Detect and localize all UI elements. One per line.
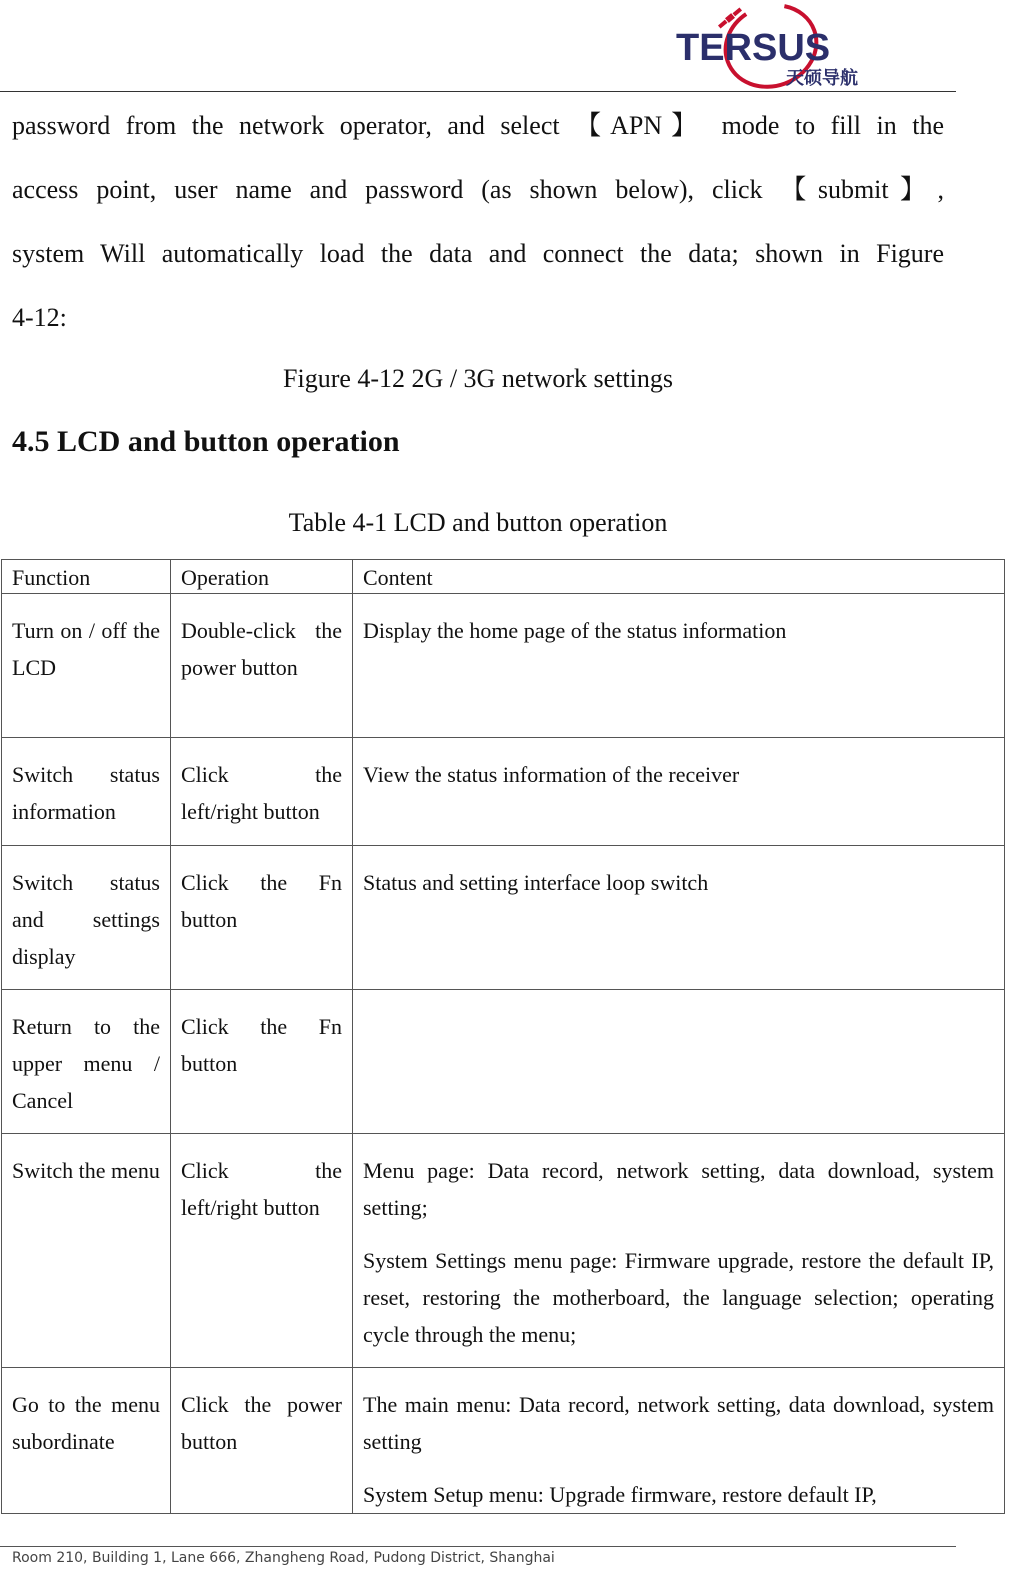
content-text: Menu page: Data record, network setting, data download, system setting; [363, 1158, 994, 1220]
tersus-logo [676, 2, 872, 90]
paragraph-line: system Will automatically load the data and connect the data; shown in Figure [12, 239, 944, 268]
operation-cell: Click the left/right button [171, 738, 353, 846]
table-caption: Table 4-1 LCD and button operation [288, 508, 668, 537]
content-text: System Setup menu: Upgrade firmware, restore default IP, [363, 1482, 877, 1507]
operation-cell: Double-click the power button [171, 594, 353, 738]
figure-caption: Figure 4-12 2G / 3G network settings [283, 364, 673, 393]
table-header-row [2, 560, 1005, 594]
function-cell: Switch status and settings display [2, 846, 171, 990]
content-cell [353, 738, 1005, 846]
table-row [2, 594, 1005, 738]
table-row [2, 1134, 1005, 1368]
content-text: The main menu: Data record, network setting, data download, system setting [363, 1392, 994, 1454]
body-paragraph [12, 94, 944, 350]
operation-cell: Click the power button [171, 1368, 353, 1514]
content-cell [353, 1368, 1005, 1514]
function-cell: Switch the menu [2, 1134, 171, 1368]
content-cell [353, 594, 1005, 738]
function-cell: Turn on / off the LCD [2, 594, 171, 738]
content-text: Display the home page of the status information [363, 618, 787, 643]
operation-cell: Click the Fn button [171, 990, 353, 1134]
function-cell: Go to the menu subordinate [2, 1368, 171, 1514]
header-divider [0, 91, 956, 92]
content-text: System Settings menu page: Firmware upgrade, restore the default IP, reset, restoring the motherboard, the language selection; operating cycle through the menu; [363, 1248, 994, 1347]
header-function: Function [2, 560, 171, 594]
content-cell [353, 1134, 1005, 1368]
table-row [2, 1368, 1005, 1514]
lcd-button-operation-table [1, 559, 1005, 1514]
logo-chinese-text: 天硕导航 [786, 68, 858, 89]
content-cell [353, 990, 1005, 1134]
content-cell [353, 846, 1005, 990]
paragraph-line: password from the network operator, and select 【APN】 mode to fill in the [12, 111, 944, 140]
table-row [2, 738, 1005, 846]
header-operation: Operation [171, 560, 353, 594]
function-cell: Switch status information [2, 738, 171, 846]
content-text: Status and setting interface loop switch [363, 870, 709, 895]
function-cell: Return to the upper menu / Cancel [2, 990, 171, 1134]
footer-address: Room 210, Building 1, Lane 666, Zhangheng Road, Pudong District, Shanghai [12, 1550, 555, 1566]
content-text: View the status information of the receiver [363, 762, 740, 787]
operation-cell: Click the Fn button [171, 846, 353, 990]
paragraph-line: access point, user name and password (as shown below), click 【submit】, [12, 175, 944, 204]
operation-cell: Click the left/right button [171, 1134, 353, 1368]
footer-divider [0, 1546, 956, 1547]
header-content: Content [353, 560, 1005, 594]
logo-wordmark: TERSUS [676, 27, 831, 69]
table-row [2, 846, 1005, 990]
table-row [2, 990, 1005, 1134]
paragraph-line: 4-12: [12, 303, 67, 332]
section-heading: 4.5 LCD and button operation [12, 425, 400, 458]
